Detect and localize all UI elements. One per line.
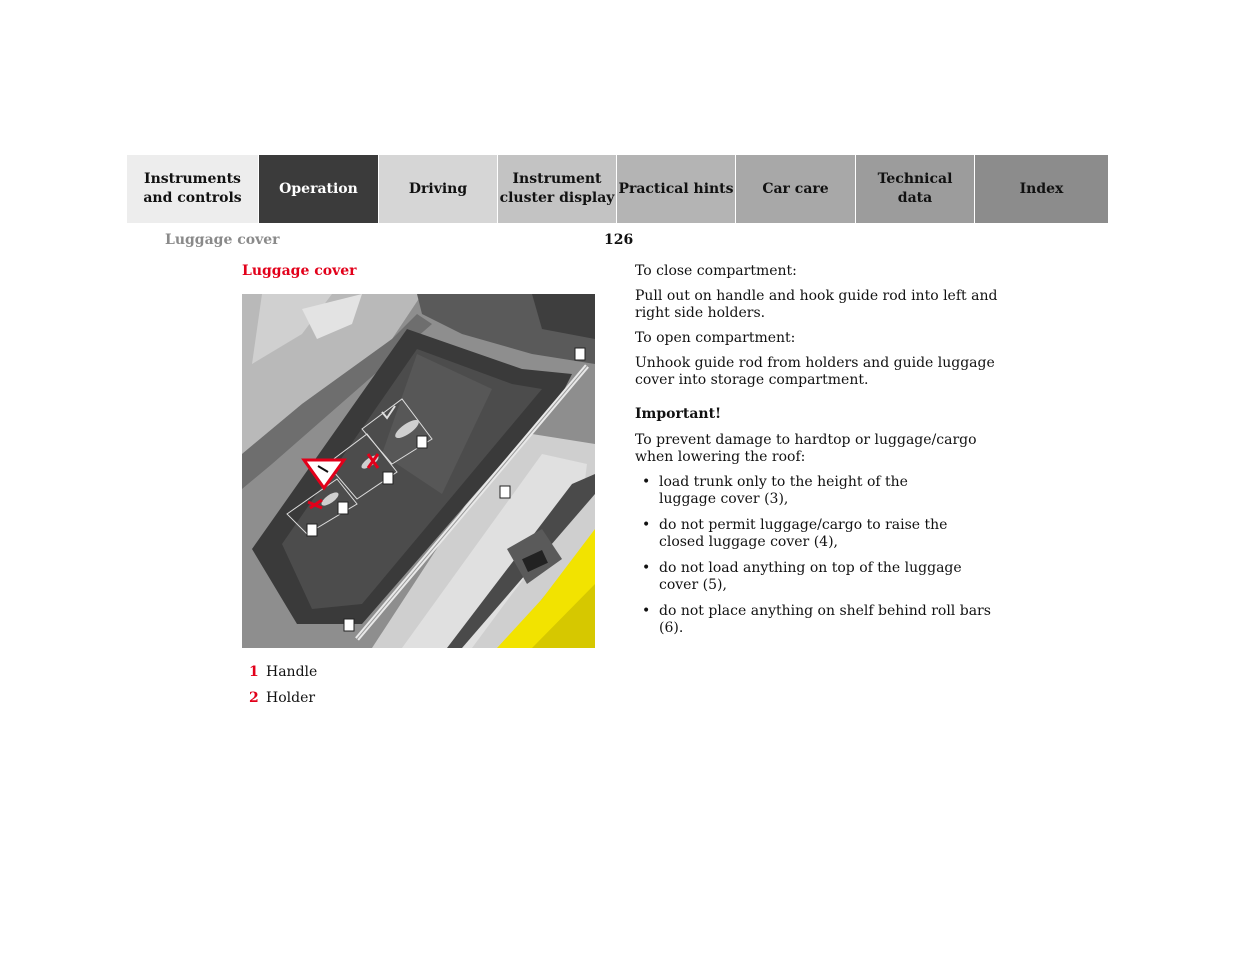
list-item: • do not place anything on shelf behind roll bars (6). <box>635 603 1005 637</box>
important-title: Important! <box>635 406 722 422</box>
tab-instrument-cluster-display[interactable] <box>498 155 617 223</box>
open-heading: To open compartment: <box>635 330 796 346</box>
tab-label: Driving <box>408 180 468 197</box>
callout-marker <box>383 472 393 484</box>
tab-index[interactable] <box>975 155 1108 223</box>
important-intro: To prevent damage to hardtop or luggage/cargo when lowering the roof: <box>635 432 977 465</box>
tab-operation[interactable] <box>259 155 379 223</box>
list-item: • do not permit luggage/cargo to raise the closed luggage cover (4), <box>635 517 979 551</box>
tab-driving[interactable] <box>379 155 498 223</box>
legend-number: 1 <box>249 664 259 680</box>
callout-marker <box>575 348 585 360</box>
tab-technical-data[interactable] <box>856 155 975 223</box>
tab-label: Instruments and controls <box>143 171 242 206</box>
callout-marker <box>344 619 354 631</box>
tab-label: Car care <box>762 180 829 197</box>
tab-practical-hints[interactable] <box>617 155 736 223</box>
legend-number: 2 <box>249 690 259 706</box>
tab-car-care[interactable] <box>736 155 856 223</box>
luggage-cover-illustration <box>242 294 595 648</box>
instructions-column <box>635 263 1005 637</box>
callout-marker <box>417 436 427 448</box>
tab-label: Technical data <box>877 171 953 206</box>
close-heading: To close compartment: <box>635 263 797 279</box>
breadcrumb: Luggage cover <box>165 232 280 248</box>
close-text: Pull out on handle and hook guide rod into left and right side holders. <box>635 288 998 321</box>
legend-label: Handle <box>266 664 318 680</box>
callout-marker <box>338 502 348 514</box>
tab-label: Index <box>1019 180 1064 197</box>
list-item: • do not load anything on top of the luggage cover (5), <box>635 560 1005 594</box>
tab-label: Practical hints <box>618 180 734 197</box>
legend-item <box>249 664 317 680</box>
callout-marker <box>500 486 510 498</box>
legend-item <box>249 690 315 706</box>
legend-label: Holder <box>266 690 316 706</box>
page-number: 126 <box>604 232 634 248</box>
section-title: Luggage cover <box>242 263 357 279</box>
callout-marker <box>307 524 317 536</box>
open-text: Unhook guide rod from holders and guide luggage cover into storage compartment. <box>635 355 995 388</box>
tab-instruments-and-controls[interactable] <box>127 155 259 223</box>
warning-list <box>635 474 1005 637</box>
list-item: • load trunk only to the height of the luggage cover (3), <box>635 474 959 508</box>
tab-label: Instrument cluster display <box>499 171 615 206</box>
tab-label: Operation <box>279 180 358 197</box>
chapter-nav <box>127 155 1108 223</box>
